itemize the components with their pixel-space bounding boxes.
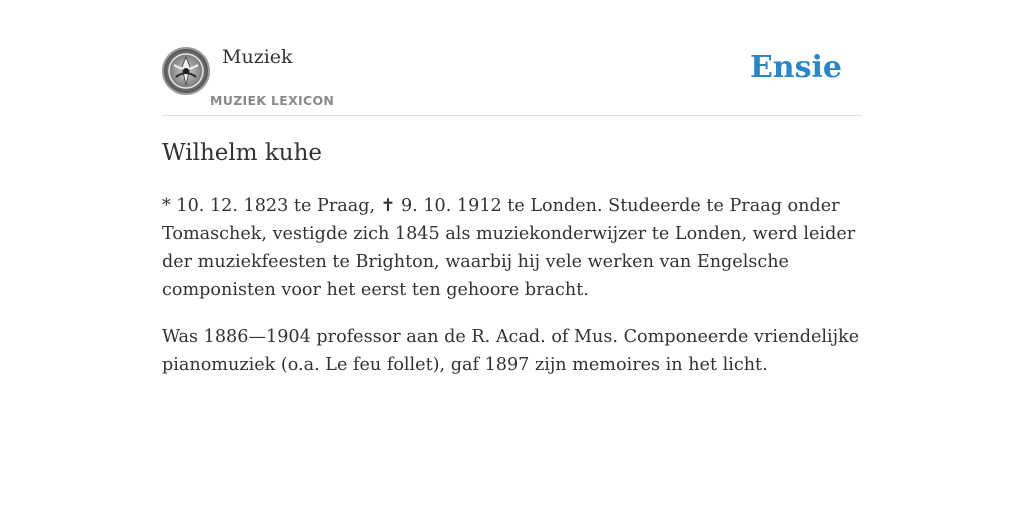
category-link[interactable]: Muziek xyxy=(222,46,293,68)
header xyxy=(162,0,862,116)
music-emblem-graphic xyxy=(164,49,208,93)
brand-logo-link[interactable]: Ensie xyxy=(749,50,842,85)
music-emblem-icon[interactable] xyxy=(162,47,210,95)
article-paragraph: Was 1886—1904 professor aan de R. Acad. of Mus. Componeerde vriendelijke pianomuziek (o.a. Le feu follet), gaf 1897 zijn memoires in het licht. xyxy=(162,327,860,375)
article-paragraph: * 10. 12. 1823 te Praag, ✝ 9. 10. 1912 te Londen. Studeerde te Praag onder Tomaschek, vestigde zich 1845 als muziekonderwijzer te Londen, werd leider der muziekfeesten te Brighton, waarbij hij vele werken van Engelsche componisten voor het eerst ten gehoore bracht. xyxy=(162,196,856,300)
article-body xyxy=(162,192,862,398)
category-sublabel: MUZIEK LEXICON xyxy=(210,93,335,108)
page-container xyxy=(162,0,862,512)
article-title: Wilhelm kuhe xyxy=(162,140,323,166)
